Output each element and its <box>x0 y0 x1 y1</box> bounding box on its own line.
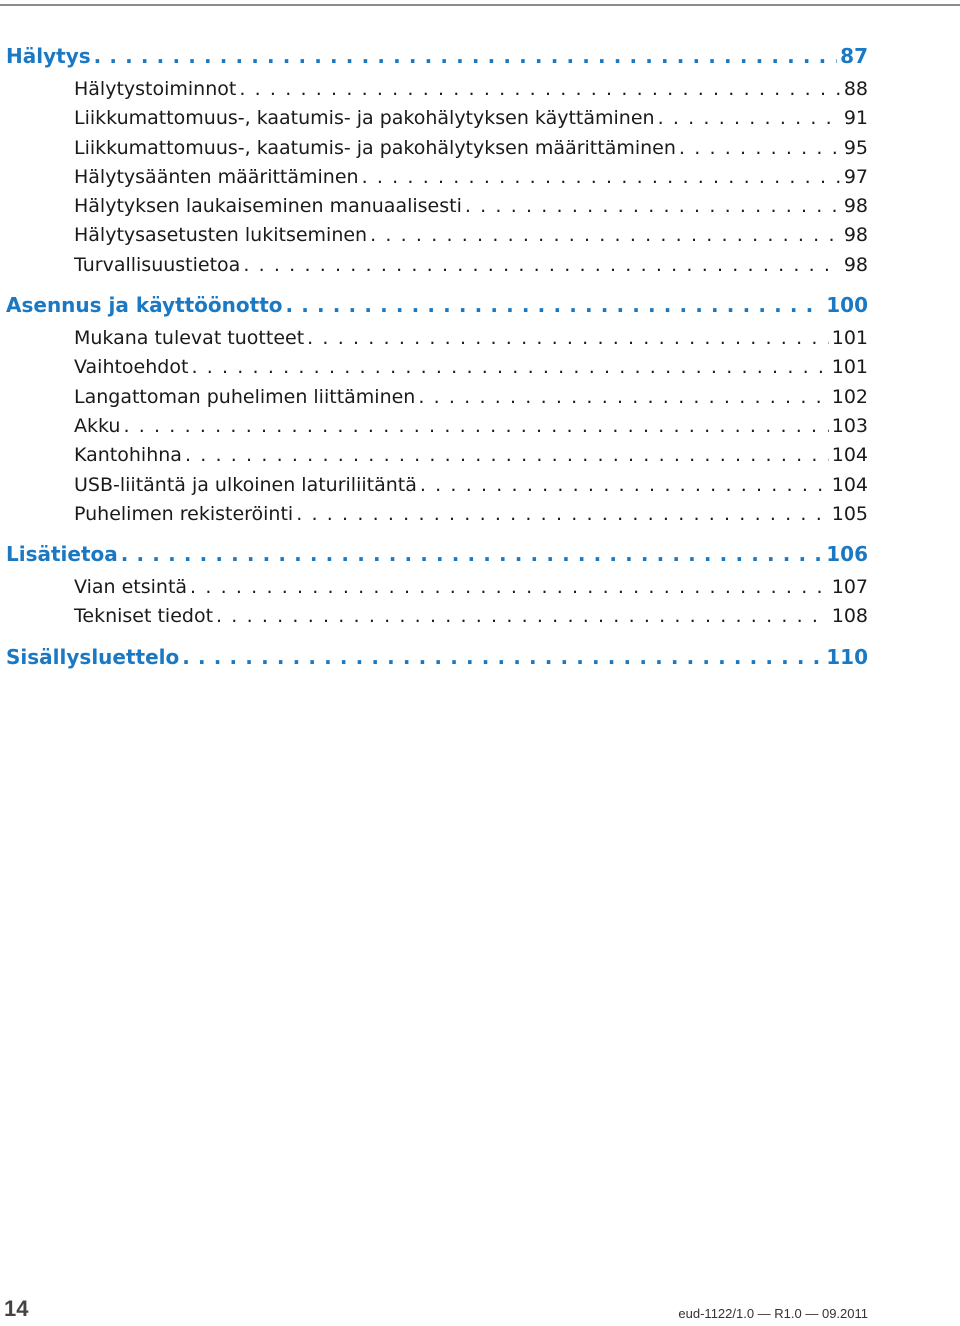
toc-heading-label: Sisällysluettelo <box>6 644 180 669</box>
toc-item-page: 104 <box>831 444 868 467</box>
dot-leader <box>123 415 828 437</box>
toc-heading-page: 110 <box>826 644 868 669</box>
toc-heading[interactable] <box>0 542 868 576</box>
toc-item-label: Mukana tulevat tuotteet <box>74 327 305 350</box>
toc-item-label: Akku <box>74 414 121 437</box>
toc-item[interactable] <box>0 327 868 356</box>
toc-heading-page: 100 <box>826 293 868 318</box>
toc-heading[interactable] <box>0 293 868 327</box>
dot-leader <box>185 444 829 466</box>
dot-leader <box>191 356 828 378</box>
dot-leader <box>658 107 841 129</box>
toc-item-page: 98 <box>843 224 868 247</box>
dot-leader <box>121 542 823 566</box>
toc-item-page: 104 <box>831 473 868 496</box>
toc-item-page: 101 <box>831 356 868 379</box>
toc-section-sisallysluettelo <box>0 645 868 679</box>
toc-item-label: Kantohihna <box>74 444 182 467</box>
toc-item-page: 108 <box>831 605 868 628</box>
dot-leader <box>679 137 841 159</box>
toc-item-page: 98 <box>843 195 868 218</box>
toc-item-label: Hälytysasetusten lukitseminen <box>74 224 368 247</box>
toc-item[interactable] <box>0 195 868 224</box>
dot-leader <box>296 503 829 525</box>
toc-item-label: Hälytysäänten määrittäminen <box>74 165 359 188</box>
toc-item[interactable] <box>0 386 868 415</box>
dot-leader <box>286 293 824 317</box>
toc-section-lisatietoa <box>0 542 868 635</box>
dot-leader <box>190 576 829 598</box>
toc-item-page: 101 <box>831 327 868 350</box>
toc-section-halytys <box>0 44 868 283</box>
dot-leader <box>243 254 840 276</box>
toc-item-label: Tekniset tiedot <box>74 605 214 628</box>
toc-item[interactable] <box>0 415 868 444</box>
toc-item-label: Vaihtoehdot <box>74 356 189 379</box>
dot-leader <box>370 224 841 246</box>
toc-item[interactable] <box>0 605 868 634</box>
toc-item-page: 105 <box>831 502 868 525</box>
toc-item[interactable] <box>0 474 868 503</box>
toc-heading-page: 106 <box>826 542 868 567</box>
dot-leader <box>465 195 841 217</box>
toc-item-page: 107 <box>831 576 868 599</box>
dot-leader <box>94 44 838 68</box>
toc-item[interactable] <box>0 224 868 253</box>
toc-item-page: 98 <box>843 253 868 276</box>
toc-heading-label: Asennus ja käyttöönotto <box>6 293 283 318</box>
top-rule <box>0 4 960 6</box>
toc-item[interactable] <box>0 444 868 473</box>
document-reference: eud-1122/1.0 — R1.0 — 09.2011 <box>678 1306 868 1321</box>
toc-item[interactable] <box>0 107 868 136</box>
toc-item-label: Liikkumattomuus-, kaatumis- ja pakohälytyksen määrittäminen <box>74 136 676 159</box>
dot-leader <box>362 166 841 188</box>
toc-item[interactable] <box>0 503 868 532</box>
toc-heading-label: Hälytys <box>6 44 91 68</box>
toc-section-asennus <box>0 293 868 532</box>
page-number: 14 <box>4 1296 29 1321</box>
toc-item-label: Vian etsintä <box>74 576 188 599</box>
toc-heading[interactable] <box>0 645 868 679</box>
toc-item[interactable] <box>0 137 868 166</box>
dot-leader <box>418 386 828 408</box>
toc-item[interactable] <box>0 356 868 385</box>
toc-item-label: USB-liitäntä ja ulkoinen laturiliitäntä <box>74 473 417 496</box>
toc-item[interactable] <box>0 78 868 107</box>
toc-item-label: Langattoman puhelimen liittäminen <box>74 385 416 408</box>
toc-item-page: 97 <box>843 165 868 188</box>
toc-heading-label: Lisätietoa <box>6 542 118 567</box>
toc-item-page: 91 <box>843 107 868 130</box>
toc-item[interactable] <box>0 254 868 283</box>
toc-item-page: 95 <box>843 136 868 159</box>
dot-leader <box>420 474 829 496</box>
toc-item[interactable] <box>0 576 868 605</box>
dot-leader <box>182 645 823 669</box>
dot-leader <box>216 605 829 627</box>
toc-item[interactable] <box>0 166 868 195</box>
toc-heading[interactable] <box>0 44 868 78</box>
toc-item-label: Liikkumattomuus-, kaatumis- ja pakohälytyksen käyttäminen <box>74 107 655 130</box>
toc-item-label: Hälytyksen laukaiseminen manuaalisesti <box>74 195 462 218</box>
dot-leader <box>307 327 829 349</box>
toc-item-page: 102 <box>831 385 868 408</box>
toc-heading-page: 87 <box>840 44 868 68</box>
toc-item-label: Hälytystoiminnot <box>74 78 237 100</box>
toc-item-label: Puhelimen rekisteröinti <box>74 502 294 525</box>
toc-item-page: 103 <box>831 414 868 437</box>
toc-item-page: 88 <box>843 78 868 100</box>
toc-item-label: Turvallisuustietoa <box>74 253 241 276</box>
table-of-contents <box>0 44 868 689</box>
dot-leader <box>239 78 840 100</box>
